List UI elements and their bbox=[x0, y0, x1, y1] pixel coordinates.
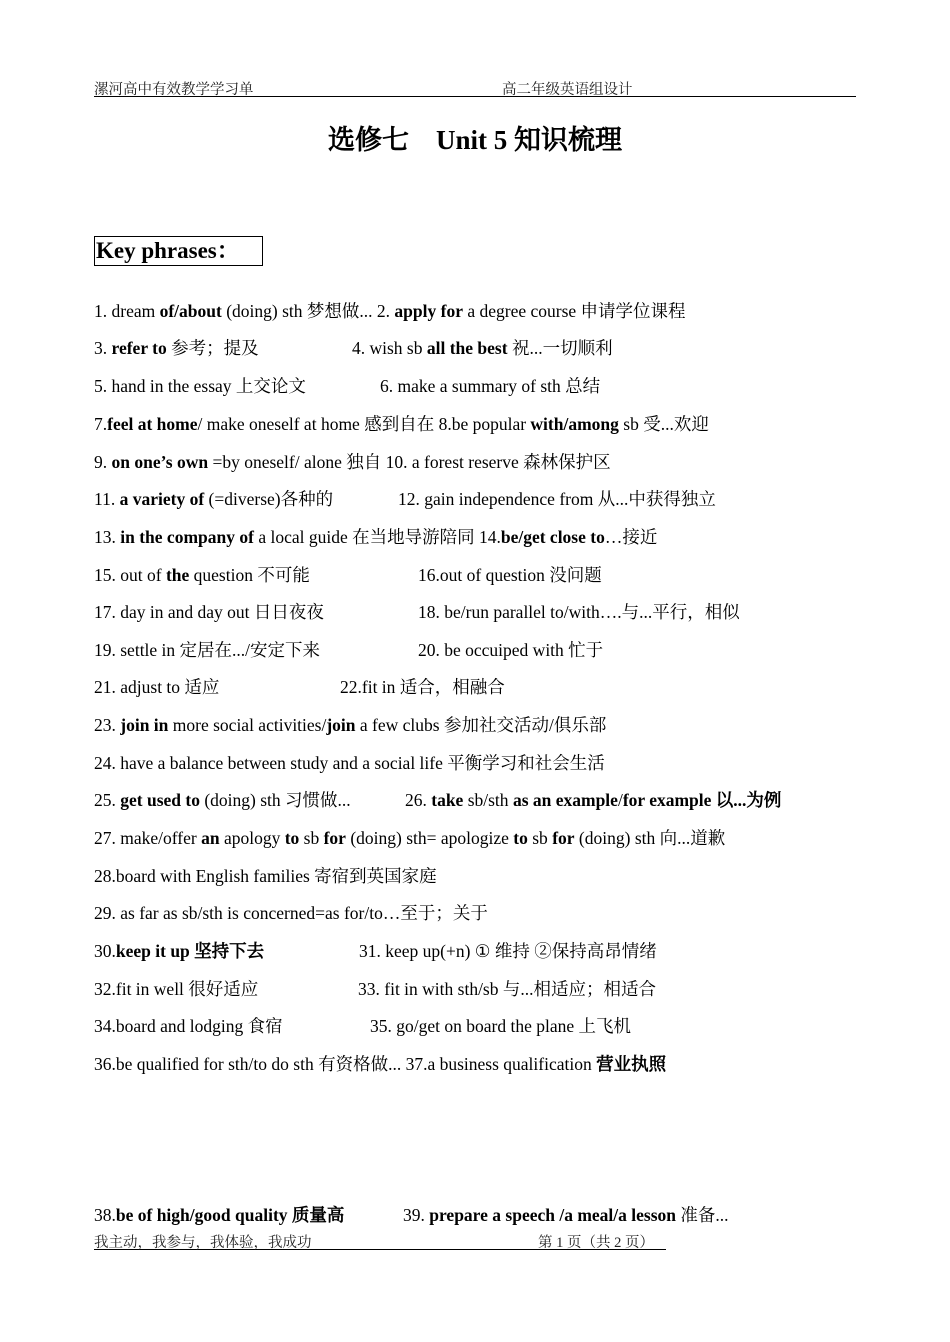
key-phrase: as an example bbox=[512, 790, 618, 810]
phrase-line bbox=[94, 411, 709, 436]
phrase-text: (=diverse)各种的 bbox=[204, 489, 334, 509]
key-phrase: to bbox=[513, 828, 528, 848]
phrase-text: 19. settle in 定居在.../安定下来 bbox=[94, 640, 321, 660]
phrase-entry bbox=[94, 414, 709, 434]
key-phrase: feel at home bbox=[107, 414, 198, 434]
phrase-text: / make oneself at home 感到自在 8.be popular bbox=[197, 414, 531, 434]
phrase-line bbox=[94, 750, 605, 775]
phrase-text: 35. go/get on board the plane 上飞机 bbox=[370, 1016, 631, 1036]
phrase-line bbox=[94, 863, 437, 888]
section-title: Key phrases： bbox=[94, 236, 263, 266]
phrase-entry bbox=[359, 938, 657, 963]
phrase-text: 31. keep up(+n) ① 维持 ②保持高昂情绪 bbox=[359, 941, 657, 961]
key-phrase: be of high/good quality 质量高 bbox=[115, 1205, 345, 1225]
phrase-text: sb/sth bbox=[463, 790, 513, 810]
key-phrase: 营业执照 bbox=[596, 1054, 667, 1074]
phrase-entry bbox=[94, 941, 264, 961]
phrase-text: 38. bbox=[94, 1205, 116, 1225]
key-phrase: take bbox=[431, 790, 464, 810]
phrase-line bbox=[94, 298, 686, 323]
phrase-text: 17. day in and day out 日日夜夜 bbox=[94, 602, 324, 622]
footer-page-number: 第 1 页（共 2 页） bbox=[538, 1235, 654, 1251]
phrase-entry bbox=[94, 677, 219, 697]
phrase-entry bbox=[352, 335, 613, 360]
phrase-text: (doing) sth 习惯做... bbox=[199, 790, 351, 810]
phrase-text: 5. hand in the essay 上交论文 bbox=[94, 376, 306, 396]
phrase-line bbox=[94, 938, 657, 963]
footer-motto: 我主动，我参与，我体验，我成功 bbox=[94, 1235, 312, 1251]
phrase-line bbox=[94, 976, 656, 1001]
page-footer bbox=[94, 1231, 666, 1250]
key-phrase: on one’s own bbox=[111, 452, 209, 472]
phrase-text: / bbox=[617, 790, 623, 810]
key-phrase: for bbox=[323, 828, 346, 848]
phrase-entry bbox=[418, 637, 603, 662]
phrase-line bbox=[94, 562, 602, 587]
phrase-line bbox=[94, 1013, 631, 1038]
phrase-text: 3. bbox=[94, 338, 112, 358]
phrase-entry bbox=[94, 527, 657, 547]
phrase-entry bbox=[94, 338, 259, 358]
phrase-line bbox=[94, 825, 725, 850]
phrase-entry bbox=[94, 903, 488, 923]
phrase-entry bbox=[405, 787, 781, 812]
phrase-text: apology bbox=[219, 828, 285, 848]
key-phrase: for example 以...为例 bbox=[622, 790, 782, 810]
key-phrase: join in bbox=[120, 715, 169, 735]
key-phrase: for bbox=[552, 828, 575, 848]
key-phrase: refer to bbox=[111, 338, 167, 358]
phrase-text: sb bbox=[299, 828, 324, 848]
phrase-entry bbox=[418, 599, 740, 624]
phrase-entry bbox=[380, 373, 600, 398]
phrase-text: (doing) sth 梦想做... 2. bbox=[221, 301, 395, 321]
phrase-line bbox=[94, 486, 716, 511]
phrase-text: 24. have a balance between study and a social life 平衡学习和社会生活 bbox=[94, 753, 605, 773]
phrase-text: 11. bbox=[94, 489, 120, 509]
phrase-text: 36.be qualified for sth/to do sth 有资格做... 37.a business qualification bbox=[94, 1054, 597, 1074]
phrase-entry bbox=[403, 1202, 729, 1227]
phrase-text: a degree course 申请学位课程 bbox=[462, 301, 686, 321]
phrase-text: a few clubs 参加社交活动/俱乐部 bbox=[355, 715, 607, 735]
header-school: 漯河高中有效教学学习单 bbox=[94, 82, 254, 98]
phrase-line bbox=[94, 637, 604, 662]
phrase-entry bbox=[94, 301, 686, 321]
key-phrase: be/get close to bbox=[500, 527, 605, 547]
key-phrase: get used to bbox=[120, 790, 200, 810]
phrase-entry bbox=[94, 828, 725, 848]
key-phrase: in the company of bbox=[120, 527, 254, 547]
phrase-entry bbox=[94, 565, 310, 585]
phrase-line bbox=[94, 524, 657, 549]
phrase-text: 准备... bbox=[676, 1205, 729, 1225]
phrase-line bbox=[94, 787, 782, 812]
page-header bbox=[94, 78, 856, 97]
phrase-text: 28.board with English families 寄宿到英国家庭 bbox=[94, 866, 437, 886]
phrase-entry bbox=[94, 602, 324, 622]
phrase-text: 33. fit in with sth/sb 与...相适应；相适合 bbox=[358, 979, 656, 999]
phrase-text: 16.out of question 没问题 bbox=[418, 565, 602, 585]
phrase-entry bbox=[94, 1205, 344, 1225]
key-phrase: to bbox=[284, 828, 300, 848]
phrase-entry bbox=[94, 1016, 283, 1036]
phrase-line bbox=[94, 674, 505, 699]
page-title: 选修七 Unit 5 知识梳理 bbox=[327, 125, 622, 155]
phrase-text: 18. be/run parallel to/with….与...平行，相似 bbox=[418, 602, 740, 622]
key-phrase: all the best bbox=[426, 338, 508, 358]
phrase-entry bbox=[94, 640, 320, 660]
phrase-text: 7. bbox=[94, 414, 108, 434]
phrase-line bbox=[94, 1051, 666, 1076]
phrase-text: 29. as far as sb/sth is concerned=as for/to…至于；关于 bbox=[94, 903, 488, 923]
phrase-text: question 不可能 bbox=[189, 565, 310, 585]
phrase-text: 39. bbox=[403, 1205, 430, 1225]
key-phrase: the bbox=[165, 565, 190, 585]
phrase-entry bbox=[94, 376, 306, 396]
phrase-line bbox=[94, 1202, 729, 1227]
phrase-text: 27. make/offer bbox=[94, 828, 202, 848]
key-phrase: prepare a speech /a meal/a lesson bbox=[429, 1205, 677, 1225]
header-designer: 高二年级英语组设计 bbox=[502, 82, 633, 98]
phrase-text: 21. adjust to 适应 bbox=[94, 677, 220, 697]
phrase-entry bbox=[370, 1013, 631, 1038]
phrase-line bbox=[94, 335, 613, 360]
phrase-text: …接近 bbox=[604, 527, 658, 547]
phrase-entry bbox=[94, 753, 605, 773]
phrase-line bbox=[94, 599, 740, 624]
key-phrase: with/among bbox=[530, 414, 619, 434]
phrase-entry bbox=[398, 486, 716, 511]
phrase-text: 20. be occuiped with 忙于 bbox=[418, 640, 604, 660]
key-phrase: an bbox=[201, 828, 220, 848]
phrase-text: 22.fit in 适合，相融合 bbox=[340, 677, 505, 697]
phrase-text: 25. bbox=[94, 790, 121, 810]
phrase-entry bbox=[94, 1054, 666, 1074]
phrase-entry bbox=[94, 866, 437, 886]
phrase-entry bbox=[418, 562, 602, 587]
key-phrase: of/about bbox=[159, 301, 222, 321]
phrase-entry bbox=[94, 715, 606, 735]
phrase-entry bbox=[94, 489, 333, 509]
phrase-entry bbox=[94, 790, 351, 810]
phrase-text: 26. bbox=[405, 790, 432, 810]
phrase-text: a local guide 在当地导游陪同 14. bbox=[253, 527, 501, 547]
phrase-text: =by oneself/ alone 独自 10. a forest reserve 森林保护区 bbox=[208, 452, 611, 472]
phrase-text: 23. bbox=[94, 715, 121, 735]
phrase-entry bbox=[94, 452, 611, 472]
phrase-text: 12. gain independence from 从...中获得独立 bbox=[398, 489, 716, 509]
key-phrase: apply for bbox=[394, 301, 463, 321]
key-phrase: join bbox=[326, 715, 356, 735]
phrase-entry bbox=[340, 674, 505, 699]
phrase-text: 参考；提及 bbox=[166, 338, 259, 358]
phrase-text: sb 受...欢迎 bbox=[618, 414, 709, 434]
phrase-text: 34.board and lodging 食宿 bbox=[94, 1016, 283, 1036]
phrase-line bbox=[94, 900, 488, 925]
phrase-entry bbox=[94, 979, 258, 999]
phrase-text: 4. wish sb bbox=[352, 338, 427, 358]
phrase-text: 祝...一切顺利 bbox=[507, 338, 613, 358]
phrase-text: (doing) sth= apologize bbox=[345, 828, 514, 848]
phrase-text: 15. out of bbox=[94, 565, 166, 585]
phrase-text: 13. bbox=[94, 527, 121, 547]
key-phrase: a variety of bbox=[119, 489, 205, 509]
phrase-text: 32.fit in well 很好适应 bbox=[94, 979, 259, 999]
phrase-line bbox=[94, 712, 606, 737]
phrase-text: sb bbox=[527, 828, 553, 848]
phrase-line bbox=[94, 449, 611, 474]
phrase-text: 30. bbox=[94, 941, 116, 961]
phrase-text: 9. bbox=[94, 452, 112, 472]
phrase-text: 1. dream bbox=[94, 301, 160, 321]
phrase-text: 6. make a summary of sth 总结 bbox=[380, 376, 601, 396]
phrase-text: (doing) sth 向...道歉 bbox=[574, 828, 726, 848]
phrase-text: more social activities/ bbox=[168, 715, 327, 735]
key-phrase: keep it up 坚持下去 bbox=[115, 941, 265, 961]
phrase-entry bbox=[358, 976, 656, 1001]
phrase-line bbox=[94, 373, 601, 398]
